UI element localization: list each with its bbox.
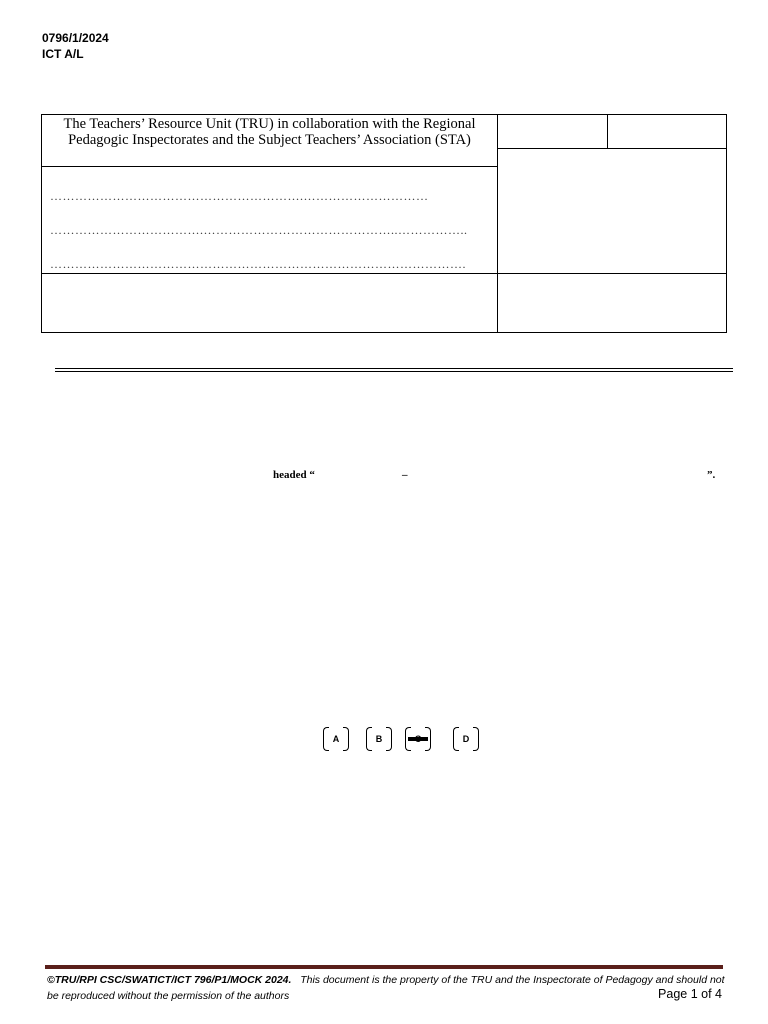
title-cell — [42, 167, 498, 274]
answer-options-example — [320, 726, 490, 754]
shading-bar — [408, 737, 428, 741]
headed-dash: – — [402, 469, 408, 481]
footer-copyright: ©TRU/RPI CSC/SWATICT/ICT 796/P1/MOCK 2024. — [47, 974, 292, 986]
page-number: Page 1 of 4 — [658, 987, 722, 1001]
paper-code-block — [42, 30, 109, 62]
dotted-line-1: …………………………………………………….………………………… — [50, 189, 429, 203]
footer-notice: This document is the property of the TRU and the Inspectorate of Pedagogy and should not be reproduced without the permission of the authors — [47, 974, 725, 1002]
details-cell — [42, 274, 498, 332]
dotted-line-2: ……………………………….………………………………………..…………….. — [50, 223, 468, 237]
headed-closing: ”. — [707, 469, 716, 481]
right-mid-cell — [498, 149, 726, 274]
headed-prefix: headed “ — [273, 469, 315, 481]
double-divider — [55, 368, 733, 372]
footer — [47, 972, 727, 1004]
right-box-a — [498, 115, 608, 149]
option-b-label: B — [375, 734, 383, 744]
organizer-cell — [42, 115, 498, 167]
option-a-label: A — [332, 734, 340, 744]
option-d — [452, 726, 480, 752]
dotted-line-3: ………………………………………………………………………………………. — [50, 257, 466, 271]
footer-rule — [45, 965, 723, 969]
right-bottom-cell — [498, 274, 726, 332]
subject-level: ICT A/L — [42, 47, 84, 61]
option-d-label: D — [462, 734, 470, 744]
paper-code: 0796/1/2024 — [42, 31, 109, 45]
option-b — [365, 726, 393, 752]
organizer-text: The Teachers’ Resource Unit (TRU) in collaboration with the Regional Pedagogic Inspectorates and the Subject Teachers’ Association (STA) — [63, 116, 476, 148]
right-box-b — [608, 115, 726, 149]
option-c-shaded — [404, 726, 432, 752]
cover-table — [41, 114, 727, 333]
option-a — [322, 726, 350, 752]
instruction-line — [0, 469, 768, 485]
